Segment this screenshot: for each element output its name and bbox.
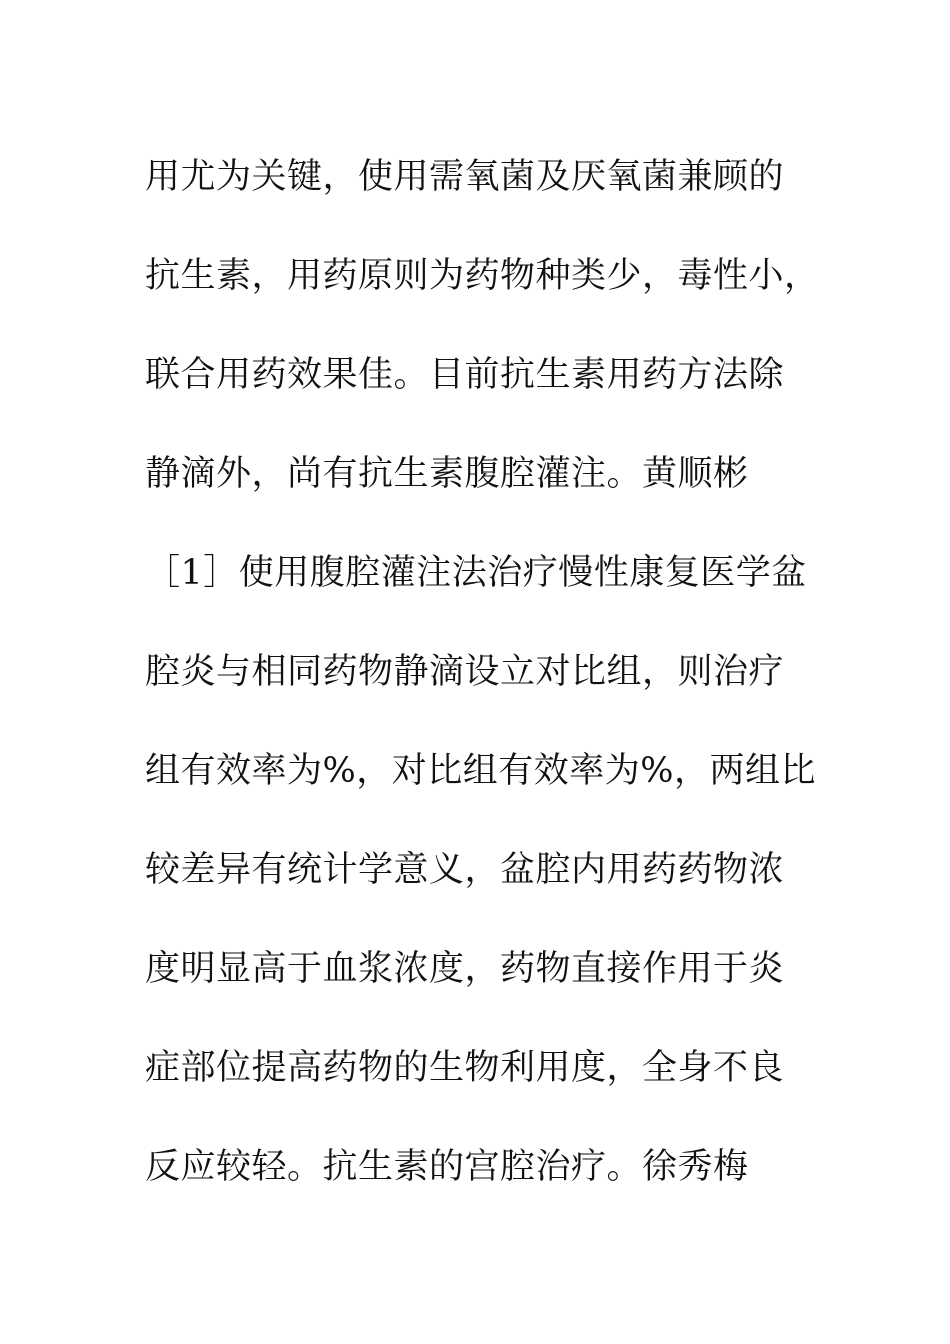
text-line: 反应较轻。抗生素的宫腔治疗。徐秀梅 [145, 1147, 749, 1187]
text-line: 用尤为关键，使用需氧菌及厌氧菌兼顾的 [145, 157, 785, 197]
text-line: ［1］使用腹腔灌注法治疗慢性康复医学盆 [145, 553, 807, 593]
text-line: 腔炎与相同药物静滴设立对比组，则治疗 [145, 652, 785, 692]
text-line: 联合用药效果佳。目前抗生素用药方法除 [145, 355, 785, 395]
text-line: 静滴外，尚有抗生素腹腔灌注。黄顺彬 [145, 454, 749, 494]
text-line: 抗生素，用药原则为药物种类少，毒性小， [145, 256, 820, 296]
text-line: 度明显高于血浆浓度，药物直接作用于炎 [145, 949, 785, 989]
text-line: 症部位提高药物的生物利用度，全身不良 [145, 1048, 785, 1088]
body-paragraph [145, 128, 825, 1217]
text-line: 组有效率为%，对比组有效率为%，两组比 [145, 751, 817, 791]
text-line: 较差异有统计学意义，盆腔内用药药物浓 [145, 850, 785, 890]
